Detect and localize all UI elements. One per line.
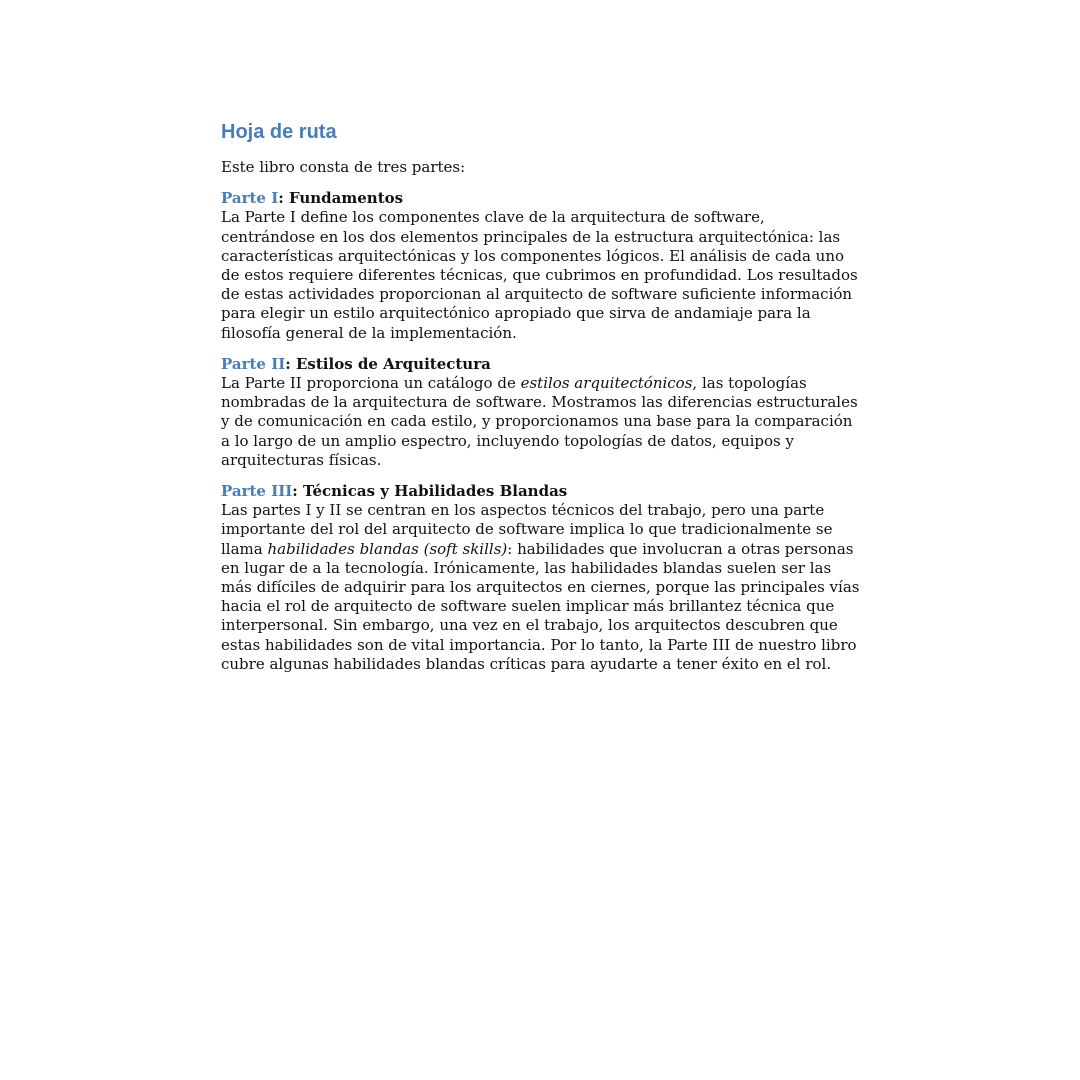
part-1-body (221, 208, 861, 342)
part-2-body (221, 374, 861, 470)
part-3-body-text-start: Las partes I y II se centran en los aspectos técnicos del trabajo, pero una parte importante del rol del arquitecto de software implica lo que tradicionalmente se llama (221, 501, 833, 558)
document-page (221, 118, 861, 686)
part-2-emphasis: estilos arquitectónicos (520, 374, 693, 393)
part-3-separator: : (292, 482, 304, 501)
part-3-body-text-end: : habilidades que involucran a otras personas en lugar de a la tecnología. Irónicamente, las habilidades blandas suelen ser las más difíciles de adquirir para los arquitectos en ciernes, porque las principales vías hacia el rol de arquitecto de software suelen implicar más brillantez técnica que interpersonal. Sin embargo, una vez en el trabajo, los arquitectos descubren que estas habilidades son de vital importancia. Por lo tanto, la Parte III de nuestro libro cubre algunas habilidades blandas críticas para ayudarte a tener éxito en el rol. (221, 539, 860, 673)
part-3-emphasis: habilidades blandas (soft skills) (267, 539, 508, 558)
part-1-body-text: La Parte I define los componentes clave de la arquitectura de software, centrándose en los dos elementos principales de la estructura arquitectónica: las características arquitectónicas y los componentes lógicos. El análisis de cada uno de estos requiere diferentes técnicas, que cubrimos en profundidad. Los resultados de estas actividades proporcionan al arquitecto de software suficiente información para elegir un estilo arquitectónico apropiado que sirva de andamiaje para la filosofía general de la implementación. (221, 208, 858, 342)
part-3-name: Técnicas y Habilidades Blandas (303, 482, 568, 501)
intro-paragraph: Este libro consta de tres partes: (221, 158, 466, 176)
part-2-section (221, 355, 861, 470)
part-1-name: Fundamentos (288, 189, 404, 208)
part-2-label: Parte II (221, 354, 286, 373)
part-2-separator: : (285, 354, 296, 373)
part-3-body (221, 501, 861, 674)
part-1-separator: : (278, 189, 289, 208)
part-1-section (221, 189, 861, 343)
part-3-heading (221, 482, 861, 501)
part-1-heading (221, 189, 861, 208)
part-3-section (221, 482, 861, 674)
part-2-body-text-end: , las topologías nombradas de la arquitectura de software. Mostramos las diferencias estructurales y de comunicación en cada estilo, y proporcionamos una base para la comparación a lo largo de un amplio espectro, incluyendo topologías de datos, equipos y arquitecturas físicas. (221, 374, 858, 469)
part-2-name: Estilos de Arquitectura (296, 354, 491, 373)
section-title: Hoja de ruta (221, 121, 337, 143)
part-1-label: Parte I (221, 189, 279, 208)
part-3-label: Parte III (221, 482, 293, 501)
part-2-body-text-start: La Parte II proporciona un catálogo de (221, 374, 521, 393)
part-2-heading (221, 355, 861, 374)
